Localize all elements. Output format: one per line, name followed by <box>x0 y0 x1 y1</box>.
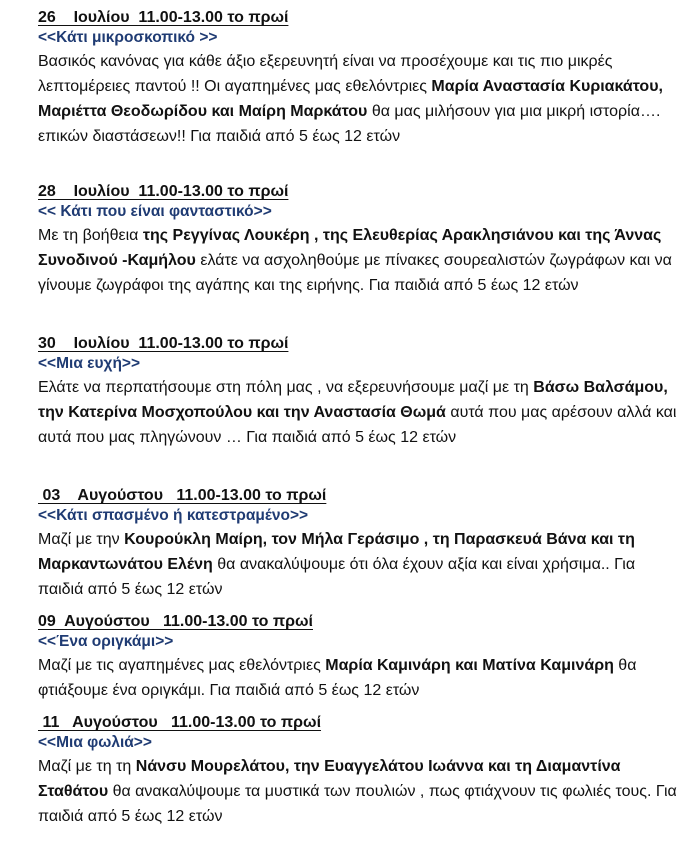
event-heading: 26 Ιουλίου 11.00-13.00 το πρωί <box>38 9 289 26</box>
description-text: θα ανακαλύψουμε ότι όλα έχουν αξία και είναι χρήσιμα.. Για παιδιά από 5 έως 12 ετών <box>38 556 636 598</box>
event-description <box>38 223 678 298</box>
event-title: <<Μια φωλιά>> <box>38 734 152 751</box>
event-heading: 28 Ιουλίου 11.00-13.00 το πρωί <box>38 183 289 200</box>
event-description <box>38 375 678 450</box>
event-description <box>38 653 678 703</box>
event-heading: 30 Ιουλίου 11.00-13.00 το πρωί <box>38 335 289 352</box>
description-text: θα μας μιλήσουν για μια μικρή ιστορία…. επικών διαστάσεων!! Για παιδιά από 5 έως 12 ετών <box>38 103 661 145</box>
description-text: ελάτε να ασχοληθούμε με πίνακες σουρεαλιστών ζωγράφων και να γίνουμε ζωγράφοι της αγάπης και της ειρήνης. Για παιδιά από 5 έως 12 ετών <box>38 252 672 294</box>
event-description <box>38 527 678 602</box>
event-block <box>38 713 678 829</box>
volunteer-names: Κουρούκλη Μαίρη, τον Μήλα Γεράσιμο , τη Παρασκευά Βάνα και τη Μαρκαντωνάτου Ελένη <box>38 531 635 573</box>
event-heading: 11 Αυγούστου 11.00-13.00 το πρωί <box>38 714 322 731</box>
event-block <box>38 612 678 703</box>
event-title: <<Μια ευχή>> <box>38 355 141 372</box>
description-text: Με τη βοήθεια <box>38 227 143 244</box>
volunteer-names: Μαρία Αναστασία Κυριακάτου, Μαριέττα Θεοδωρίδου και Μαίρη Μαρκάτου <box>38 78 663 120</box>
volunteer-names: Μαρία Καμινάρη και Ματίνα Καμινάρη <box>325 657 614 674</box>
volunteer-names: Βάσω Βαλσάμου, την Κατερίνα Μοσχοπούλου και την Αναστασία Θωμά <box>38 379 668 421</box>
event-title: <<Ένα οριγκάμι>> <box>38 633 174 650</box>
event-heading: 03 Αυγούστου 11.00-13.00 το πρωί <box>38 487 327 504</box>
event-block <box>38 486 678 602</box>
event-description <box>38 49 678 149</box>
description-text: αυτά που μας αρέσουν αλλά και αυτά που μας πληγώνουν … Για παιδιά από 5 έως 12 ετών <box>38 404 677 446</box>
volunteer-names: της Ρεγγίνας Λουκέρη , της Ελευθερίας Αρακλησιάνου και της Άννας Συνοδινού -Καμήλου <box>38 227 662 269</box>
event-description <box>38 754 678 829</box>
description-text: Μαζί με την <box>38 531 125 548</box>
description-text: Μαζί με τις αγαπημένες μας εθελόντριες <box>38 657 326 674</box>
description-text: Μαζί με τη τη <box>38 758 136 775</box>
description-text: θα ανακαλύψουμε τα μυστικά των πουλιών , πως φτιάχνουν τις φωλιές τους. Για παιδιά από 5 έως 12 ετών <box>38 783 677 825</box>
event-block <box>38 8 678 149</box>
event-block <box>38 334 678 450</box>
event-title: << Κάτι που είναι φανταστικό>> <box>38 203 272 220</box>
event-block <box>38 182 678 298</box>
event-title: <<Κάτι σπασμένο ή κατεστραμένο>> <box>38 507 309 524</box>
description-text: Ελάτε να περπατήσουμε στη πόλη μας , να εξερευνήσουμε μαζί με τη <box>38 379 534 396</box>
event-title: <<Κάτι μικροσκοπικό >> <box>38 29 218 46</box>
description-text: Βασικός κανόνας για κάθε άξιο εξερευνητή είναι να προσέχουμε και τις πιο μικρές λεπτομέρειες παντού !! Οι αγαπημένες μας εθελόντριες <box>38 53 613 95</box>
description-text: θα φτιάξουμε ένα οριγκάμι. Για παιδιά από 5 έως 12 ετών <box>38 657 637 699</box>
volunteer-names: Νάνσυ Μουρελάτου, την Ευαγγελάτου Ιωάννα και τη Διαμαντίνα Σταθάτου <box>38 758 621 800</box>
event-heading: 09 Αυγούστου 11.00-13.00 το πρωί <box>38 613 313 630</box>
